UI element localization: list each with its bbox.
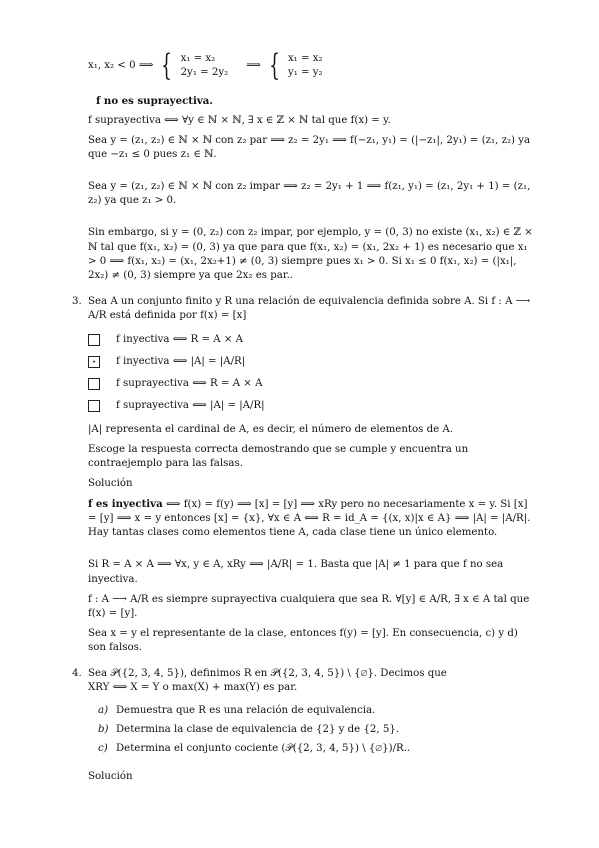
option-text: f suprayectiva ⟺ |A| = |A/R| [116, 399, 265, 411]
question-definition: XRY ⟺ X = Y o max(X) + max(Y) es par. [88, 682, 298, 694]
option-text: f inyectiva ⟺ |A| = |A/R| [116, 355, 246, 367]
option-text: f inyectiva ⟺ R = A × A [116, 333, 243, 345]
solution-paragraph: Sea x = y el representante de la clase, entonces f(y) = [y]. En consecuencia, c) y d) son falsos. [88, 627, 518, 653]
system-1: x₁ = x₂ 2y₁ = 2y₂ [180, 53, 229, 78]
section-heading: f no es suprayectiva. [96, 95, 213, 107]
option-d [88, 395, 538, 417]
paragraph: Sin embargo, si y = (0, z₂) con z₂ impar, por ejemplo, y = (0, 3) no existe (x₁, x₂) ∈ ℤ × ℕ tal que f(x₁, x₂) = (0, 3) ya que para que f(x₁, x₂) = (x₁, 2x₂ + 1) es necesario que x₁ > 0 ⟹ f(x₁, x₂) = (x₁, 2x₂+1) ≠ (0, 3) siempre pues x₁ > 0. Si x₁ ≤ 0 f(x₁, x₂) = (|x₁|, 2x₂) ≠ (0, 3) siempre ya que 2x₂ es par.. [88, 227, 533, 281]
paragraph: Sea y = (z₁, z₂) ∈ ℕ × ℕ con z₂ impar ⟹ z₂ = 2y₁ + 1 ⟹ f(z₁, y₁) = (z₁, 2y₁ + 1) = (z₁, z₂) ya que z₁ > 0. [88, 181, 531, 207]
question-number: 4. [72, 667, 82, 679]
solution-label: Solución [88, 771, 133, 783]
paragraph: f suprayectiva ⟺ ∀y ∈ ℕ × ℕ, ∃ x ∈ ℤ × ℕ tal que f(x) = y. [88, 115, 391, 127]
sub-item-b: b) Determina la clase de equivalencia de {2} y de {2, 5}. [98, 723, 400, 735]
sub-item-c: c) Determina el conjunto cociente (𝒫({2, 3, 4, 5}) \ {∅})/R.. [98, 742, 411, 754]
question-4 [72, 667, 538, 784]
document-page [72, 48, 538, 784]
question-number: 3. [72, 295, 82, 307]
solution-paragraph: f : A ⟶ A/R es siempre suprayectiva cualquiera que sea R. ∀[y] ∈ A/R, ∃ x ∈ A tal que f(x) = [y]. [88, 593, 530, 619]
checkbox[interactable] [88, 334, 100, 346]
checkbox-checked[interactable]: ⋆ [88, 356, 100, 368]
checkbox[interactable] [88, 400, 100, 412]
paragraph: Sea y = (z₁, z₂) ∈ ℕ × ℕ con z₂ par ⟹ z₂ = 2y₁ ⟹ f(−z₁, y₁) = (|−z₁|, 2y₁) = (z₁, z₂) ya que −z₁ ≤ 0 pues z₁ ∈ ℕ. [88, 135, 531, 161]
option-b [88, 351, 538, 373]
solution-paragraph: f es inyectiva ⟺ f(x) = f(y) ⟹ [x] = [y] ⟹ xRy pero no necesariamente x = y. Si [x] = [y] ⟹ x = y entonces [x] = {x}, ∀x ∈ A ⟺ R = id_A = {(x, x)|x ∈ A} ⟹ |A| = |A/R|. Hay tantas clases como elementos tiene A, cada clase tiene un único elemento. [88, 498, 531, 539]
option-text: f suprayectiva ⟺ R = A × A [116, 377, 263, 389]
option-c [88, 373, 538, 395]
question-statement: Sea A un conjunto finito y R una relación de equivalencia definida sobre A. Si f : A ⟶ A/R está definida por f(x) = [x] [88, 295, 531, 321]
solution-paragraph: Si R = A × A ⟹ ∀x, y ∈ A, xRy ⟹ |A/R| = 1. Basta que |A| ≠ 1 para que f no sea inyectiva. [88, 559, 504, 585]
checkbox[interactable] [88, 378, 100, 390]
note: |A| representa el cardinal de A, es decir, el número de elementos de A. [88, 423, 453, 435]
system-2: x₁ = x₂ y₁ = y₂ [287, 53, 323, 78]
option-a [88, 329, 538, 351]
question-statement: Sea 𝒫({2, 3, 4, 5}), definimos R en 𝒫({2, 3, 4, 5}) \ {∅}. Decimos que [88, 667, 447, 679]
system-lhs: x₁, x₂ < 0 ⟹ [88, 59, 154, 71]
equation-system: x₁, x₂ < 0 ⟹ { x₁ = x₂ 2y₁ = 2y₂ ⟹ { x₁ = x₂ y₁ = y₂ [88, 48, 323, 83]
system-implies: ⟹ [246, 59, 261, 71]
sub-item-a: a) Demuestra que R es una relación de equivalencia. [98, 704, 376, 716]
question-3 [72, 295, 538, 655]
solution-label: Solución [88, 478, 133, 490]
instruction: Escoge la respuesta correcta demostrando que se cumple y encuentra un contraejemplo para las falsas. [88, 444, 469, 470]
